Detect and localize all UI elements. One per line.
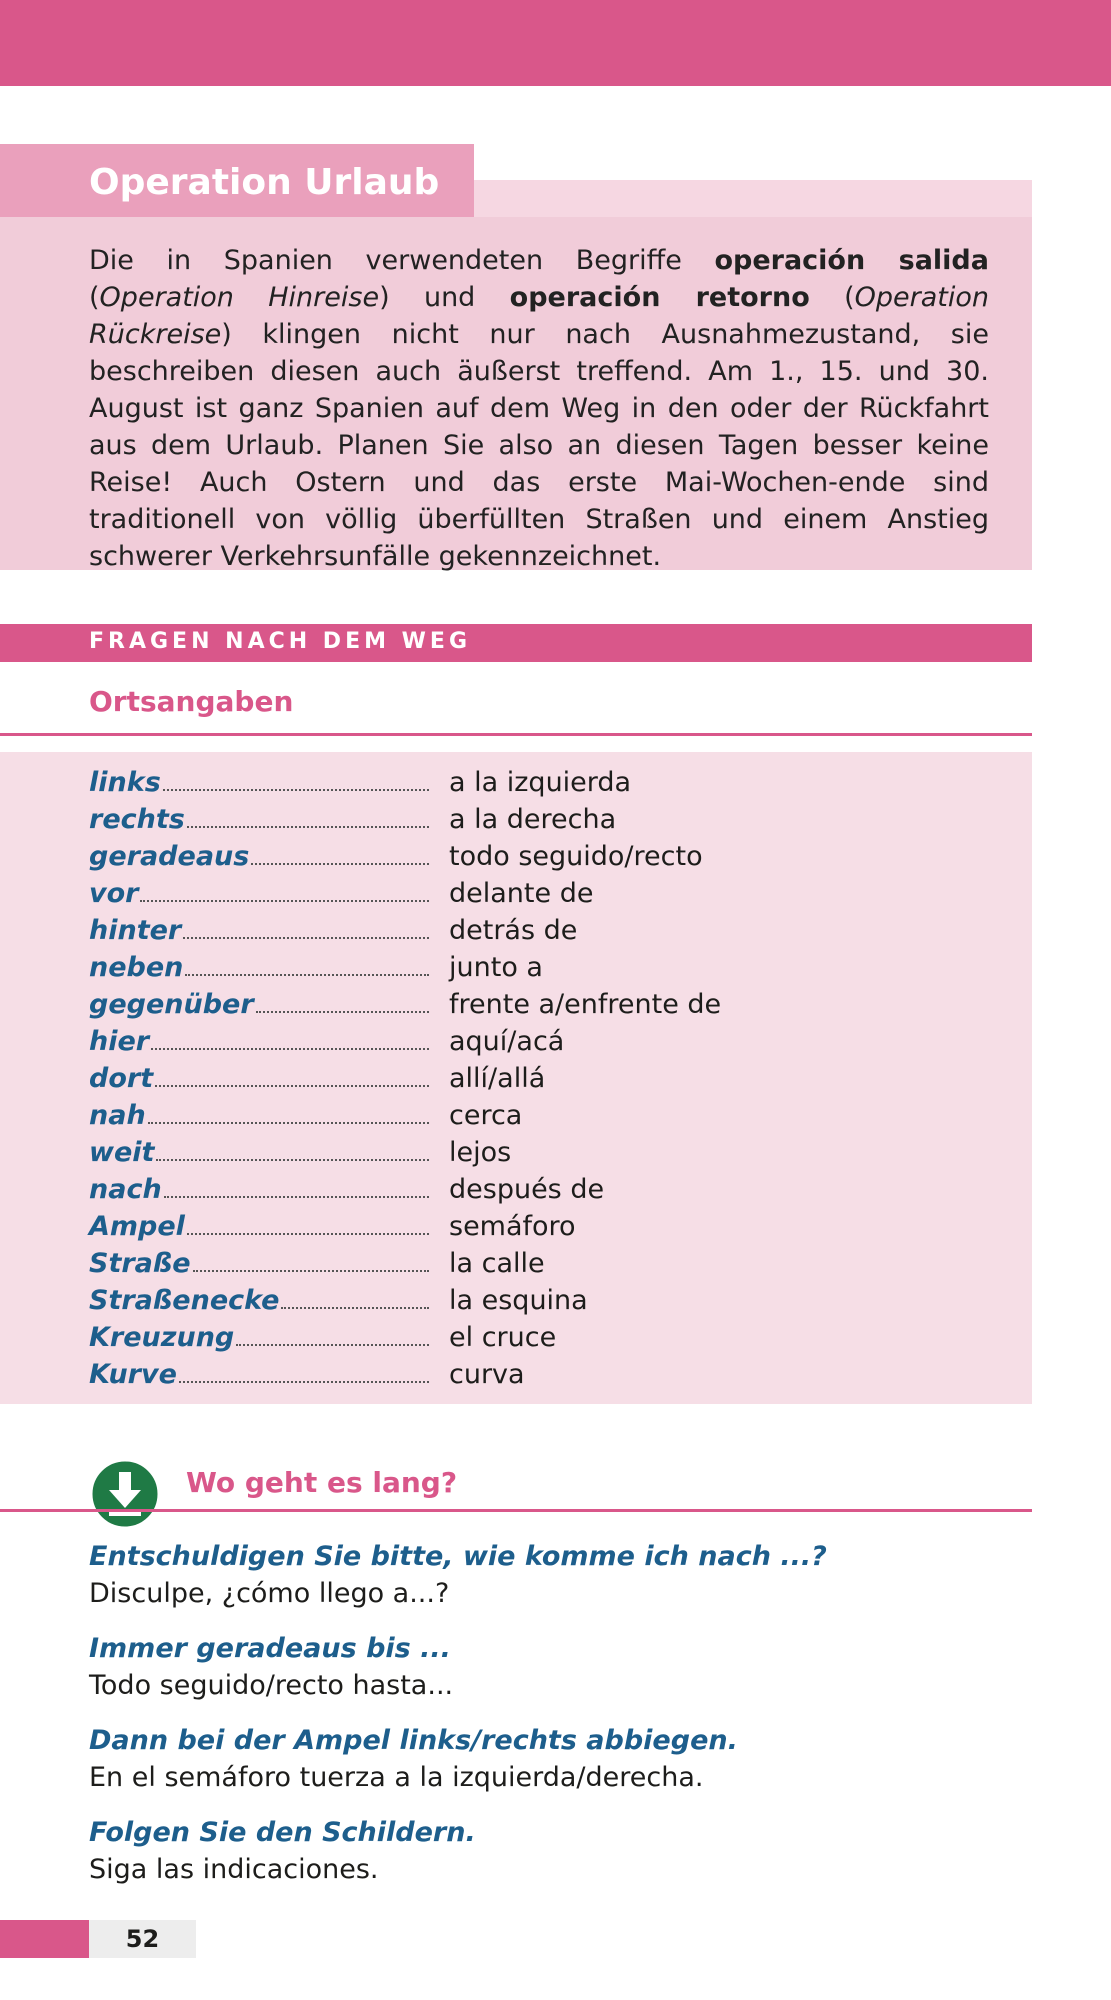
vocabulary-german xyxy=(89,878,429,909)
vocabulary-german-text: rechts xyxy=(89,804,185,835)
section-header-label: FRAGEN NACH DEM WEG xyxy=(89,629,472,654)
vocabulary-spanish: después de xyxy=(449,1174,605,1205)
vocabulary-german-text: Kurve xyxy=(89,1359,177,1390)
vocabulary-row xyxy=(89,1094,989,1131)
vocabulary-row xyxy=(89,1020,989,1057)
vocabulary-row xyxy=(89,1242,989,1279)
vocabulary-german xyxy=(89,1211,429,1242)
vocabulary-german xyxy=(89,1359,429,1390)
vocabulary-german xyxy=(89,804,429,835)
vocabulary-row xyxy=(89,1131,989,1168)
vocabulary-german-text: dort xyxy=(89,1063,154,1094)
phrases-heading: Wo geht es lang? xyxy=(186,1466,458,1499)
vocabulary-german xyxy=(89,1026,429,1057)
phrase-item xyxy=(89,1814,989,1888)
vocabulary-german xyxy=(89,767,429,798)
vocabulary-spanish: la calle xyxy=(449,1248,545,1279)
vocabulary-german xyxy=(89,1137,429,1168)
vocabulary-spanish: cerca xyxy=(449,1100,523,1131)
vocabulary-german-text: geradeaus xyxy=(89,841,250,872)
vocabulary-row xyxy=(89,983,989,1020)
vocabulary-spanish: frente a/enfrente de xyxy=(449,989,722,1020)
download-arrow-icon xyxy=(89,1458,161,1530)
dotted-leader xyxy=(251,862,429,865)
dotted-leader xyxy=(236,1343,429,1346)
vocabulary-spanish: todo seguido/recto xyxy=(449,841,703,872)
vocabulary-row xyxy=(89,798,989,835)
vocabulary-spanish: a la derecha xyxy=(449,804,617,835)
vocabulary-german xyxy=(89,1174,429,1205)
dotted-leader xyxy=(256,1010,429,1013)
dotted-leader xyxy=(193,1269,429,1272)
dotted-leader xyxy=(187,825,429,828)
vocabulary-german xyxy=(89,1248,429,1279)
vocabulary-german-text: Straßenecke xyxy=(89,1285,280,1316)
vocabulary-german-text: hinter xyxy=(89,915,182,946)
vocabulary-row xyxy=(89,761,989,798)
vocabulary-spanish: curva xyxy=(449,1359,525,1390)
footer-color-tab xyxy=(0,1920,89,1958)
info-box-text xyxy=(89,242,989,575)
info-text-translation: Operation Hinreise xyxy=(99,282,380,313)
vocabulary-spanish: delante de xyxy=(449,878,594,909)
dotted-leader xyxy=(148,1121,429,1124)
dotted-leader xyxy=(151,1047,429,1050)
info-text-segment: ) klingen nicht nur nach Ausnahmezustand, sie beschreiben diesen auch äußerst treffend. Am 1., 15. und 30. August ist ganz Spanien auf dem Weg in den oder der Rückfahrt aus dem Urlaub. Planen Sie also an diesen Tagen besser keine Reise! Auch Ostern und das erste Mai-Wochen-ende sind traditionell von völlig überfüllten Straßen und einem Anstieg schwerer Verkehrsunfälle gekennzeichnet. xyxy=(89,319,989,572)
vocabulary-row xyxy=(89,1316,989,1353)
dotted-leader xyxy=(156,1158,429,1161)
phrases-heading-rule xyxy=(0,1509,1032,1512)
subheading-rule xyxy=(0,733,1032,736)
vocabulary-german-text: links xyxy=(89,767,161,798)
vocabulary-spanish: aquí/acá xyxy=(449,1026,565,1057)
vocabulary-german-text: gegenüber xyxy=(89,989,254,1020)
vocabulary-german-text: vor xyxy=(89,878,139,909)
phrase-german: Immer geradeaus bis ... xyxy=(89,1633,451,1664)
info-text-segment: ) und xyxy=(379,282,510,313)
vocabulary-row xyxy=(89,1353,989,1390)
vocabulary-spanish: detrás de xyxy=(449,915,578,946)
info-text-segment: ( xyxy=(89,282,100,313)
info-text-segment: ( xyxy=(809,282,855,313)
phrase-spanish: Disculpe, ¿cómo llego a...? xyxy=(89,1578,450,1609)
vocabulary-german xyxy=(89,1100,429,1131)
vocabulary-german-text: Straße xyxy=(89,1248,191,1279)
phrase-german: Folgen Sie den Schildern. xyxy=(89,1817,476,1848)
vocabulary-german xyxy=(89,841,429,872)
subheading-ortsangaben: Ortsangaben xyxy=(89,685,294,718)
vocabulary-spanish: a la izquierda xyxy=(449,767,632,798)
dotted-leader xyxy=(164,1195,429,1198)
vocabulary-row xyxy=(89,1057,989,1094)
phrase-german: Entschuldigen Sie bitte, wie komme ich nach ...? xyxy=(89,1541,827,1572)
dotted-leader xyxy=(185,973,429,976)
section-header-band xyxy=(0,624,1032,662)
info-text-translation: Operation Rückreise xyxy=(89,282,990,350)
vocabulary-german xyxy=(89,1285,429,1316)
vocabulary-row xyxy=(89,1205,989,1242)
phrase-spanish: Todo seguido/recto hasta... xyxy=(89,1670,454,1701)
vocabulary-box xyxy=(0,752,1032,1404)
vocabulary-row xyxy=(89,946,989,983)
top-color-band xyxy=(0,0,1111,86)
vocabulary-row xyxy=(89,872,989,909)
vocabulary-german-text: hier xyxy=(89,1026,150,1057)
phrase-spanish: Siga las indicaciones. xyxy=(89,1854,379,1885)
vocabulary-spanish: allí/allá xyxy=(449,1063,546,1094)
dotted-leader xyxy=(163,788,429,791)
vocabulary-german-text: neben xyxy=(89,952,184,983)
info-text-segment: Die in Spanien verwendeten Begriffe xyxy=(89,245,715,276)
vocabulary-spanish: el cruce xyxy=(449,1322,557,1353)
phrase-item xyxy=(89,1538,989,1612)
vocabulary-row xyxy=(89,835,989,872)
phrase-german: Dann bei der Ampel links/rechts abbiegen. xyxy=(89,1725,738,1756)
vocabulary-german xyxy=(89,989,429,1020)
vocabulary-german-text: nach xyxy=(89,1174,162,1205)
phrases-list xyxy=(89,1538,989,1906)
phrase-item xyxy=(89,1630,989,1704)
info-box xyxy=(0,144,1032,570)
vocabulary-german-text: nah xyxy=(89,1100,146,1131)
vocabulary-list xyxy=(89,761,989,1390)
vocabulary-german xyxy=(89,952,429,983)
vocabulary-spanish: la esquina xyxy=(449,1285,588,1316)
vocabulary-row xyxy=(89,1168,989,1205)
page-number: 52 xyxy=(125,1925,160,1953)
vocabulary-german-text: Kreuzung xyxy=(89,1322,235,1353)
vocabulary-german xyxy=(89,915,429,946)
dotted-leader xyxy=(155,1084,429,1087)
vocabulary-spanish: semáforo xyxy=(449,1211,576,1242)
vocabulary-spanish: junto a xyxy=(449,952,543,983)
dotted-leader xyxy=(281,1306,429,1309)
vocabulary-row xyxy=(89,909,989,946)
phrase-item xyxy=(89,1722,989,1796)
info-text-term: operación salida xyxy=(714,245,989,276)
info-text-term: operación retorno xyxy=(509,282,810,313)
dotted-leader xyxy=(183,936,429,939)
info-box-tab-extension xyxy=(474,180,1032,217)
vocabulary-german-text: weit xyxy=(89,1137,155,1168)
vocabulary-german xyxy=(89,1322,429,1353)
dotted-leader xyxy=(140,899,429,902)
vocabulary-row xyxy=(89,1279,989,1316)
dotted-leader xyxy=(179,1380,429,1383)
phrase-spanish: En el semáforo tuerza a la izquierda/derecha. xyxy=(89,1762,704,1793)
vocabulary-german-text: Ampel xyxy=(89,1211,185,1242)
vocabulary-spanish: lejos xyxy=(449,1137,512,1168)
vocabulary-german xyxy=(89,1063,429,1094)
dotted-leader xyxy=(187,1232,429,1235)
info-box-title: Operation Urlaub xyxy=(89,162,440,203)
